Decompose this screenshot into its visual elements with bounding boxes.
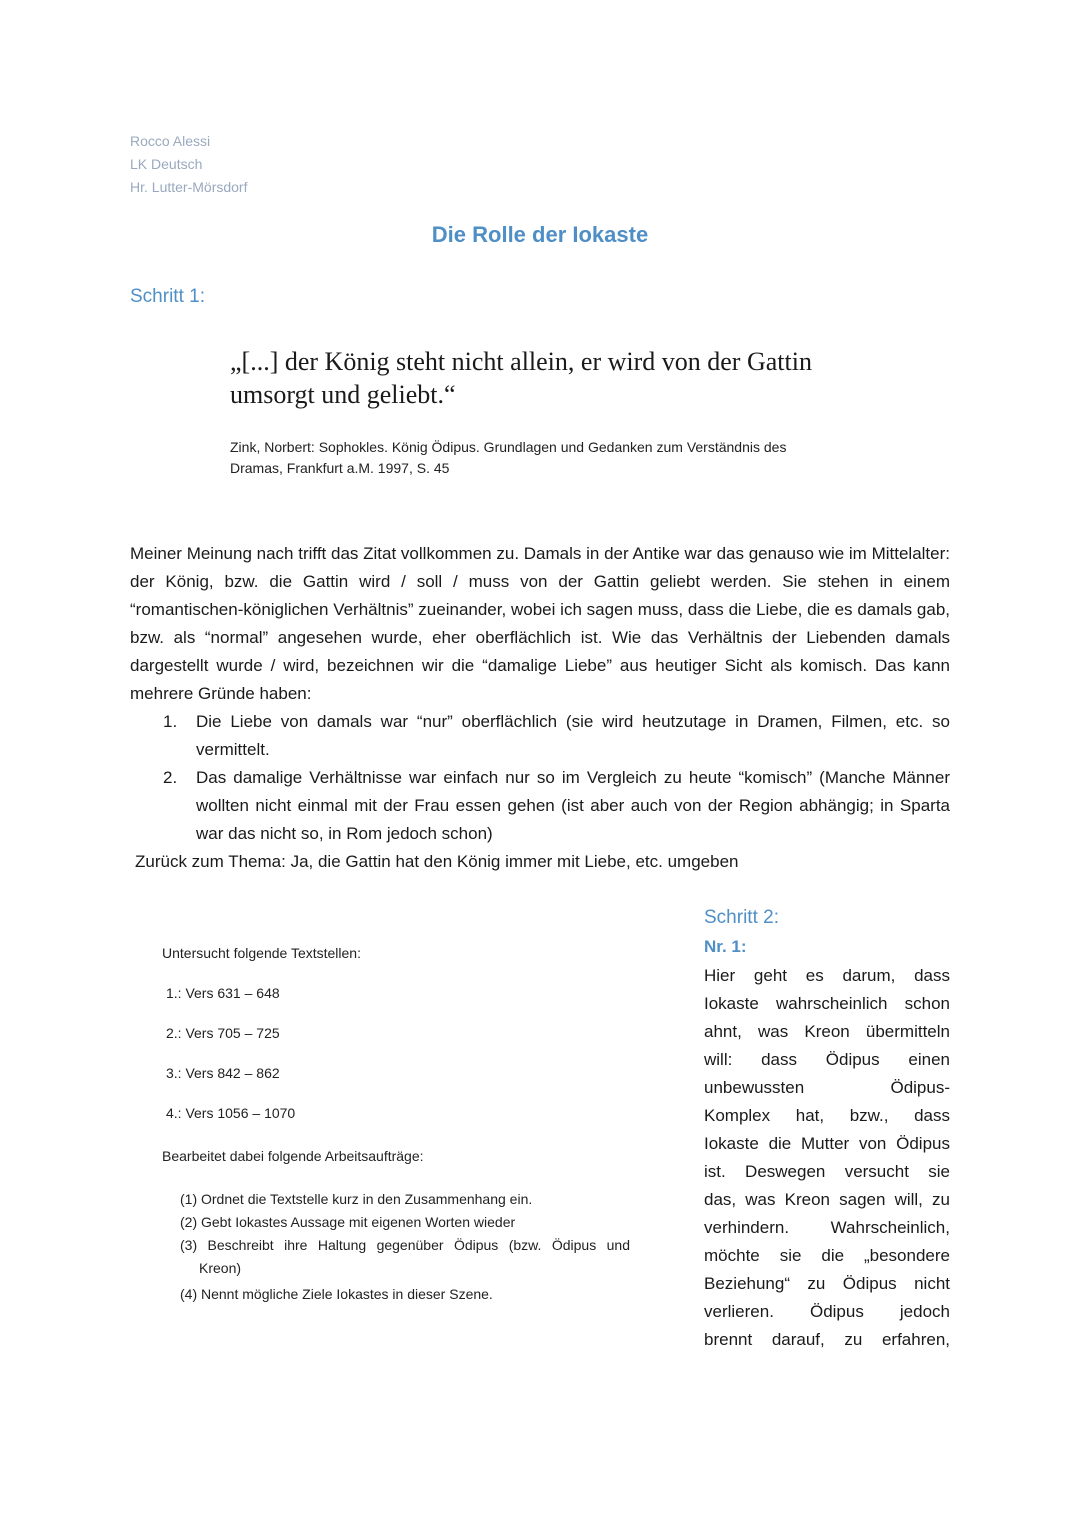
reasons-list: [160, 708, 950, 848]
text-line: ahnt, was Kreon übermitteln: [704, 1022, 950, 1041]
citation-line-1: Zink, Norbert: Sophokles. König Ödipus. Grundlagen und Gedanken zum Verständnis des: [230, 439, 787, 455]
reason-text: Die Liebe von damals war “nur” oberflächlich (sie wird heutzutage in Dramen, Filmen, etc. so vermittelt.: [196, 712, 950, 759]
text-line: möchte sie die „besondere: [704, 1246, 950, 1265]
quote: [230, 345, 930, 411]
verse-item: 2.: Vers 705 – 725: [166, 1025, 280, 1041]
course-name: LK Deutsch: [130, 156, 203, 172]
text-line: will: dass Ödipus einen: [704, 1050, 950, 1069]
task-item: (4) Nennt mögliche Ziele Iokastes in dieser Szene.: [180, 1286, 493, 1302]
quote-line-2: umsorgt und geliebt.“: [230, 380, 456, 409]
text-line: Iokaste die Mutter von Ödipus: [704, 1134, 950, 1153]
text-line: ist. Deswegen versucht sie: [704, 1162, 950, 1181]
task-list: [180, 1188, 630, 1306]
text-line: Iokaste wahrscheinlich schon: [704, 994, 950, 1013]
back-to-topic-text: Zurück zum Thema: Ja, die Gattin hat den König immer mit Liebe, etc. umgeben: [135, 852, 739, 871]
text-line: verlieren. Ödipus jedoch: [704, 1302, 950, 1321]
quote-citation: [230, 437, 870, 479]
task-item: (2) Gebt Iokastes Aussage mit eigenen Worten wieder: [180, 1214, 516, 1230]
text-line: brennt darauf, zu erfahren,: [704, 1330, 950, 1349]
author-name: Rocco Alessi: [130, 133, 211, 149]
document-title: Die Rolle der Iokaste: [431, 222, 649, 247]
step1-heading: Schritt 1:: [130, 286, 205, 307]
task-text: (3) Beschreibt ihre Haltung gegenüber Ödipus (bzw. Ödipus und: [180, 1237, 630, 1253]
task-item: [180, 1234, 630, 1280]
tasks-intro: Bearbeitet dabei folgende Arbeitsaufträge:: [162, 1148, 424, 1164]
task-item: (1) Ordnet die Textstelle kurz in den Zusammenhang ein.: [180, 1191, 533, 1207]
text-line: Komplex hat, bzw., dass: [704, 1106, 950, 1125]
verse-item: 3.: Vers 842 – 862: [166, 1065, 280, 1081]
task-text-continued: Kreon): [199, 1260, 242, 1276]
citation-line-2: Dramas, Frankfurt a.M. 1997, S. 45: [230, 460, 450, 476]
text-line: das, was Kreon sagen will, zu: [704, 1190, 950, 1209]
step2-text: [704, 962, 950, 1354]
text-line: verhindern. Wahrscheinlich,: [704, 1218, 950, 1237]
list-item: [160, 764, 950, 848]
opinion-paragraph: [130, 540, 950, 708]
assignment-title: Untersucht folgende Textstellen:: [162, 945, 361, 961]
text-line: Beziehung“ zu Ödipus nicht: [704, 1274, 950, 1293]
step2-number-heading: Nr. 1:: [704, 937, 747, 956]
quote-line-1: „[...] der König steht nicht allein, er wird von der Gattin: [230, 347, 812, 376]
reason-number: 2.: [163, 768, 178, 787]
list-item: [160, 708, 950, 764]
reason-text: Das damalige Verhältnisse war einfach nur so im Vergleich zu heute “komisch” (Manche Männer wollten nicht einmal mit der Frau essen gehen (ist aber auch von der Region abhängig; in Sparta war das nicht so, in Rom jedoch schon): [196, 768, 950, 843]
opinion-text: Meiner Meinung nach trifft das Zitat vollkommen zu. Damals in der Antike war das genauso wie im Mittelalter: der König, bzw. die Gattin wird / soll / muss von der Gattin geliebt werden. Sie stehen in einem “romantischen-königlichen Verhältnis” zueinander, wobei ich sagen muss, dass die Liebe, die es damals gab, bzw. als “normal” angesehen wurde, eher oberflächlich ist. Wie das Verhältnis der Liebenden damals dargestellt wurde / wird, bezeichnen wir die “damalige Liebe” aus heutiger Sicht als komisch. Das kann mehrere Gründe haben:: [130, 544, 950, 703]
verse-item: 4.: Vers 1056 – 1070: [166, 1105, 296, 1121]
teacher-name: Hr. Lutter-Mörsdorf: [130, 179, 248, 195]
reason-number: 1.: [163, 712, 178, 731]
verse-item: 1.: Vers 631 – 648: [166, 985, 280, 1001]
author-header: [130, 130, 247, 199]
step2-heading: Schritt 2:: [704, 907, 779, 928]
text-line: Hier geht es darum, dass: [704, 966, 950, 985]
text-line: unbewussten Ödipus-: [704, 1078, 950, 1097]
